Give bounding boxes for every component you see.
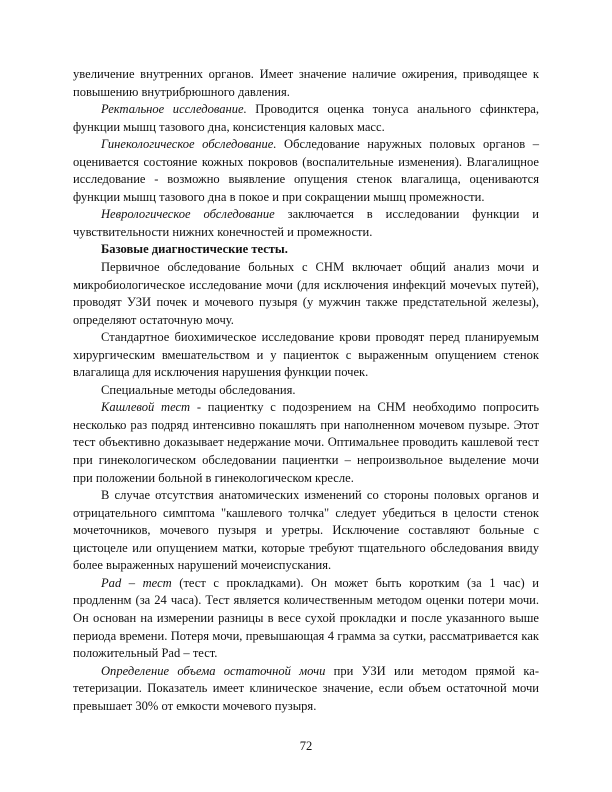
paragraph-blood-test bbox=[73, 329, 539, 382]
paragraph-primary-exam bbox=[73, 259, 539, 329]
section-heading: Базовые диагностические тесты. bbox=[101, 242, 288, 257]
paragraph-text: Обследование наружных половых органов – оценивается состояние кожных покровов (воспалительные изменения). Влагалищное исследование - возможно выявление опущения стенок влагалища, оцениваются функции мышц тазового дна в покое и при сокращении мышц промежности. bbox=[73, 137, 539, 204]
paragraph-lead-italic: Гинекологическое обследование. bbox=[101, 137, 277, 152]
paragraph-text: заключается в исследовании функции и чувствительности нижних конечностей и промежности. bbox=[73, 207, 539, 239]
paragraph-text: Стандартное биохимическое исследование крови проводят перед планируемым хирургическим вмешательством и у пациенток с выраженным опущением стенок влагалища для исключения нарушения функции почек. bbox=[73, 330, 539, 380]
page-number: 72 bbox=[299, 739, 313, 753]
paragraph-lead-italic: Кашлевой тест bbox=[101, 400, 191, 415]
paragraph-text: - пациентку с подозрением на СНМ необходимо попросить несколько раз подряд интенсивно покашлять при наполненном мочевом пузыре. Этот тест объективно доказывает недержание мочи. Оптимальнее проводить кашлевой тест при гинекологическом обследовании пациентки – непроизвольное выделение мочи при положении больной в гинекологическом кресле. bbox=[73, 400, 539, 485]
paragraph-text: увеличение внутренних органов. Имеет значение наличие ожирения, приводящее к повышению внутрибрюшного давления. bbox=[73, 67, 539, 99]
paragraph-lead-italic: Неврологическое обследование bbox=[101, 207, 275, 222]
paragraph-neurological-exam bbox=[73, 206, 539, 241]
paragraph-cough-test bbox=[73, 399, 539, 487]
paragraph-lead-italic: Ректальное исследование. bbox=[101, 102, 247, 117]
paragraph-pad-test bbox=[73, 575, 539, 663]
paragraph-text: (тест с прокладками). Он может быть коротким (за 1 час) и продленнм (за 24 часа). Тест является количественным методом оценки потери мочи. Он основан на измерении разницы в весе сухой прокладки и после указанного выше периода времени. Потеря мочи, превышающая 4 грамма за сутки, рассматривается как положительный Pad – тест. bbox=[73, 575, 539, 661]
paragraph-lead-italic: Определение объема остаточной мочи bbox=[101, 663, 326, 678]
paragraph-lead-italic: Pad – тест bbox=[101, 575, 172, 590]
paragraph-special-methods bbox=[73, 382, 539, 400]
paragraph-residual-urine bbox=[73, 663, 539, 716]
paragraph-rectal-exam bbox=[73, 101, 539, 136]
paragraph-obesity bbox=[73, 66, 539, 101]
paragraph-gynecological-exam bbox=[73, 136, 539, 206]
document-page bbox=[73, 66, 539, 715]
paragraph-text: Специальные методы обследования. bbox=[101, 382, 296, 397]
paragraph-anatomical-changes bbox=[73, 487, 539, 575]
paragraph-text: при УЗИ или методом прямой катетеризации. Показатель имеет клиническое значение, если объем остаточной мочи превышает 30% от емкости мочевого пузыря. bbox=[73, 663, 539, 713]
paragraph-text: Первичное обследование больных с СНМ включает общий анализ мочи и микробиологическое исследование мочи (для исключения инфекций мочеvых путей), проводят УЗИ почек и мочевого пузыря (у мужчин также предстательной железы), определяют остаточную мочу. bbox=[73, 260, 539, 327]
paragraph-text: В случае отсутствия анатомических изменений со стороны половых органов и отрицательного симптома "кашлевого толчка" следует убедиться в целости стенок мочеточников, мочевого пузыря и уретры. Исключение составляют больные с цистоцеле или опущением матки, которые требуют тщательного обследования ввиду более выраженных нарушений мочеиспускания. bbox=[73, 488, 539, 573]
paragraph-text: Проводится оценка тонуса анального сфинктера, функции мышц тазового дна, консистенция каловых масс. bbox=[73, 102, 539, 134]
